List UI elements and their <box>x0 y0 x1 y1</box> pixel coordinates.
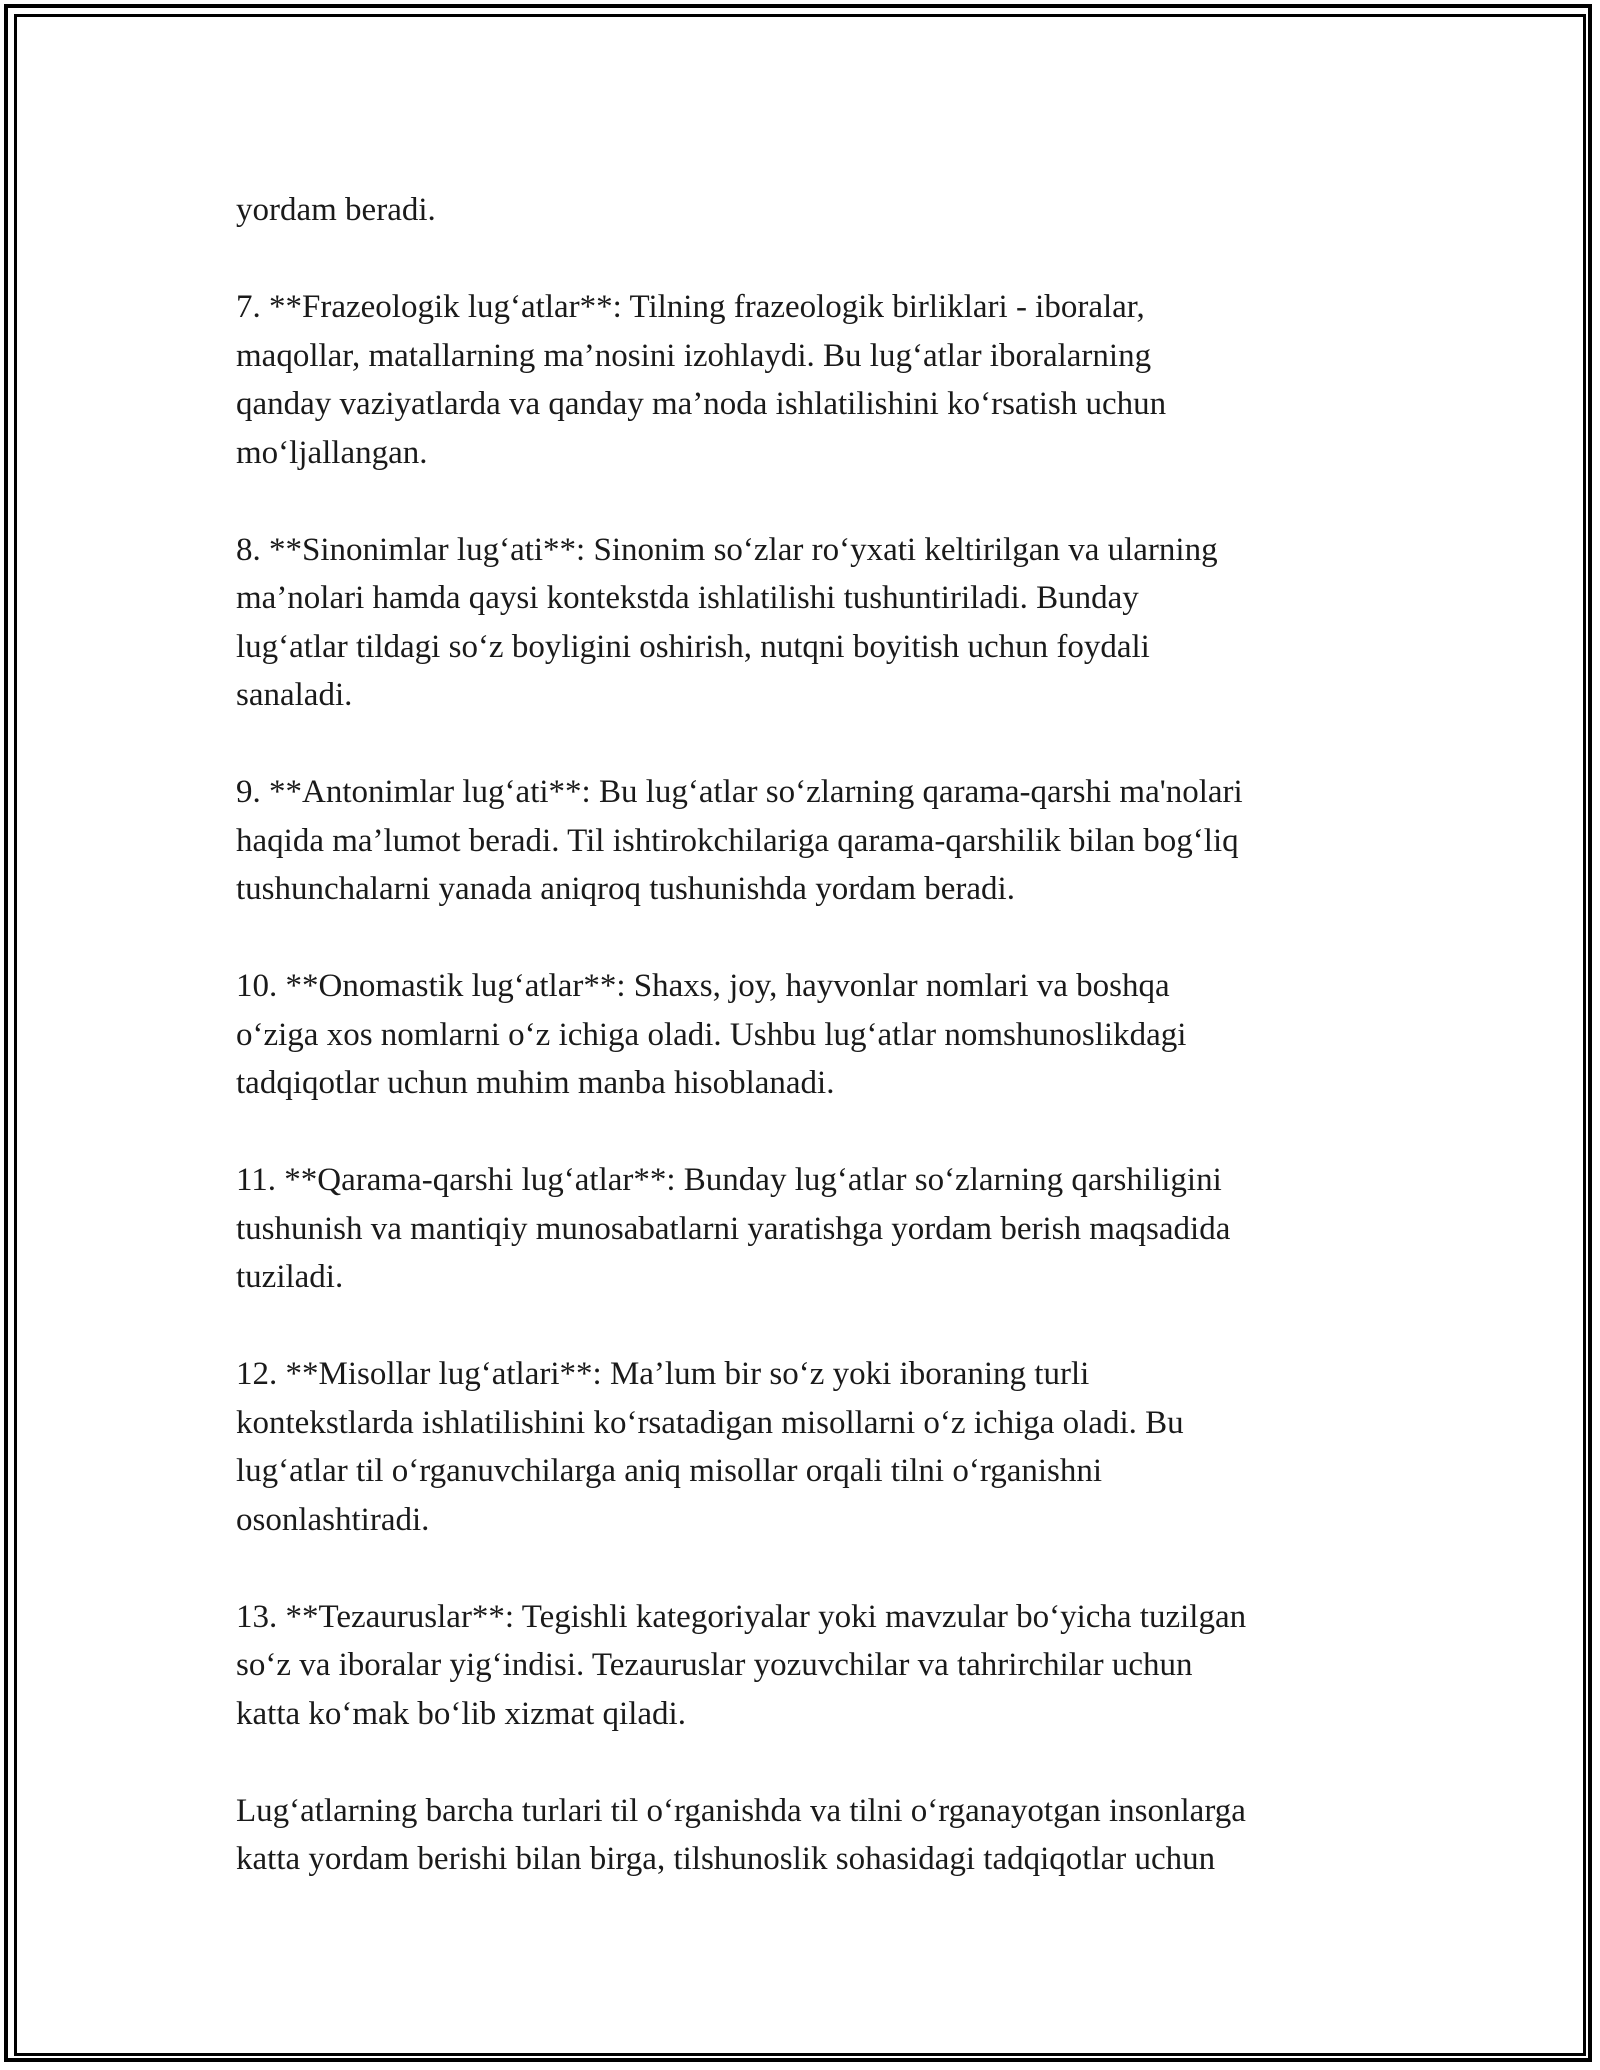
paragraph-item-8: 8. **Sinonimlar lug‘ati**: Sinonim so‘zlar ro‘yxati keltirilgan va ularning ma’nolari hamda qaysi kontekstda ishlatilishi tushuntiriladi. Bunday lug‘atlar tildagi so‘z boyligini oshirish, nutqni boyitish uchun foydali sanaladi. <box>236 531 1218 713</box>
paragraph-item-12: 12. **Misollar lug‘atlari**: Ma’lum bir so‘z yoki iboraning turli kontekstlarda ishlatilishini ko‘rsatadigan misollarni o‘z ichiga oladi. Bu lug‘atlar til o‘rganuvchilarga aniq misollar orqali tilni o‘rganishni osonlashtiradi. <box>236 1356 1184 1538</box>
document-body <box>236 186 1396 1884</box>
paragraph-item-11: 11. **Qarama-qarshi lug‘atlar**: Bunday lug‘atlar so‘zlarning qarshiligini tushunish va mantiqiy munosabatlarni yaratishga yordam berish maqsadida tuziladi. <box>236 1162 1231 1295</box>
paragraph-item-13: 13. **Tezauruslar**: Tegishli kategoriyalar yoki mavzular bo‘yicha tuzilgan so‘z va iboralar yig‘indisi. Tezauruslar yozuvchilar va tahrirchilar uchun katta ko‘mak bo‘lib xizmat qiladi. <box>236 1598 1247 1732</box>
paragraph-item-9: 9. **Antonimlar lug‘ati**: Bu lug‘atlar so‘zlarning qarama-qarshi ma'nolari haqida ma’lumot beradi. Til ishtirokchilariga qarama-qarshilik bilan bog‘liq tushunchalarni yanada aniqroq tushunishda yordam beradi. <box>236 774 1243 907</box>
paragraph-conclusion: Lug‘atlarning barcha turlari til o‘rganishda va tilni o‘rganayotgan insonlarga katta yordam berishi bilan birga, tilshunoslik sohasidagi tadqiqotlar uchun <box>236 1792 1246 1877</box>
paragraph-item-10: 10. **Onomastik lug‘atlar**: Shaxs, joy, hayvonlar nomlari va boshqa o‘ziga xos nomlarni o‘z ichiga oladi. Ushbu lug‘atlar nomshunoslikdagi tadqiqotlar uchun muhim manba hisoblanadi. <box>236 968 1187 1101</box>
paragraph-item-7: 7. **Frazeologik lug‘atlar**: Tilning frazeologik birliklari - iboralar, maqollar, matallarning ma’nosini izohlaydi. Bu lug‘atlar iboralarning qanday vaziyatlarda va qanday ma’noda ishlatilishini ko‘rsatish uchun mo‘ljallangan. <box>236 289 1167 471</box>
paragraph-continuation: yordam beradi. <box>236 192 436 228</box>
